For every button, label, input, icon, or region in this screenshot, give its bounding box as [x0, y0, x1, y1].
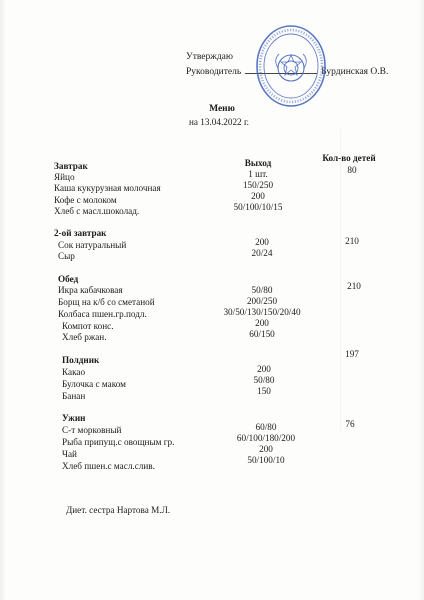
meal-children-breakfast: 80 — [347, 165, 357, 175]
dish-portion: 60/100/180/200 — [236, 433, 296, 443]
paper-fold — [340, 130, 341, 430]
dish-name: Булочка с маком — [62, 379, 126, 389]
dish-name: Борщ на к/б со сметаной — [58, 297, 155, 307]
meal-name-second-breakfast: 2-ой завтрак — [54, 228, 107, 238]
dish-name: С-т морковный — [62, 425, 122, 435]
dish-portion: 200/250 — [246, 296, 278, 306]
dish-portion: 200 — [255, 237, 269, 247]
dish-name: Хлеб пшен.с масл.слив. — [62, 461, 155, 471]
dish-name: Каша кукурузная молочная — [54, 183, 161, 193]
dish-portion: 60/80 — [255, 422, 277, 432]
dish-portion: 1 шт. — [248, 169, 268, 179]
dish-portion: 200 — [255, 318, 269, 328]
dish-name: Компот конс. — [62, 321, 114, 331]
dish-name: Какао — [62, 367, 86, 377]
approval-line1: Утверждаю — [186, 52, 233, 62]
column-header-children: Кол-во детей — [322, 153, 376, 163]
meal-name-snack: Полдник — [62, 355, 100, 365]
dish-portion: 200 — [257, 364, 271, 374]
dish-portion: 60/150 — [249, 329, 275, 339]
dish-name: Банан — [62, 391, 86, 401]
column-header-portion: Выход — [244, 158, 272, 168]
menu-date: на 13.04.2022 г. — [189, 117, 249, 127]
meal-name-breakfast: Завтрак — [54, 161, 88, 171]
dish-portion: 50/80 — [253, 375, 275, 385]
meal-children-second-breakfast: 210 — [345, 236, 359, 246]
dish-name: Хлеб с масл.шоколад. — [54, 206, 140, 216]
approval-line2: Руководитель — [186, 67, 242, 77]
approval-signer: Бурдинская О.В. — [321, 67, 389, 77]
official-seal-icon — [255, 24, 327, 108]
meal-children-dinner: 76 — [345, 419, 355, 429]
dish-name: Яйцо — [54, 172, 75, 182]
dish-portion: 200 — [251, 191, 265, 201]
scan-shadow-left — [0, 0, 6, 600]
meal-name-lunch: Обед — [58, 274, 79, 284]
dietitian-signature: Диет. сестра Нартова М.Л. — [66, 505, 171, 515]
dish-name: Кофе с молоком — [54, 195, 117, 205]
dish-name: Рыба припущ.с овощным гр. — [62, 437, 175, 447]
scan-shadow-right — [418, 0, 424, 600]
meal-children-snack: 197 — [345, 349, 359, 359]
dish-portion: 150 — [257, 386, 271, 396]
dish-portion: 50/80 — [251, 285, 273, 295]
meal-name-dinner: Ужин — [62, 413, 86, 423]
dish-portion: 50/100/10/15 — [233, 202, 283, 212]
dish-name: Чай — [62, 449, 77, 459]
dish-portion: 20/24 — [251, 248, 273, 258]
dish-name: Хлеб ржан. — [62, 332, 107, 342]
dish-portion: 150/250 — [242, 180, 274, 190]
dish-portion: 200 — [259, 444, 273, 454]
dish-name: Колбаса пшен.гр.подл. — [58, 309, 147, 319]
meal-children-lunch: 210 — [347, 281, 361, 291]
dish-name: Сок натуральный — [58, 240, 127, 250]
dish-portion: 50/100/10 — [247, 455, 285, 465]
dish-portion: 30/50/130/150/20/40 — [223, 307, 301, 317]
dish-name: Икра кабачковая — [58, 285, 123, 295]
menu-title: Меню — [209, 104, 235, 114]
dish-name: Сыр — [58, 251, 75, 261]
